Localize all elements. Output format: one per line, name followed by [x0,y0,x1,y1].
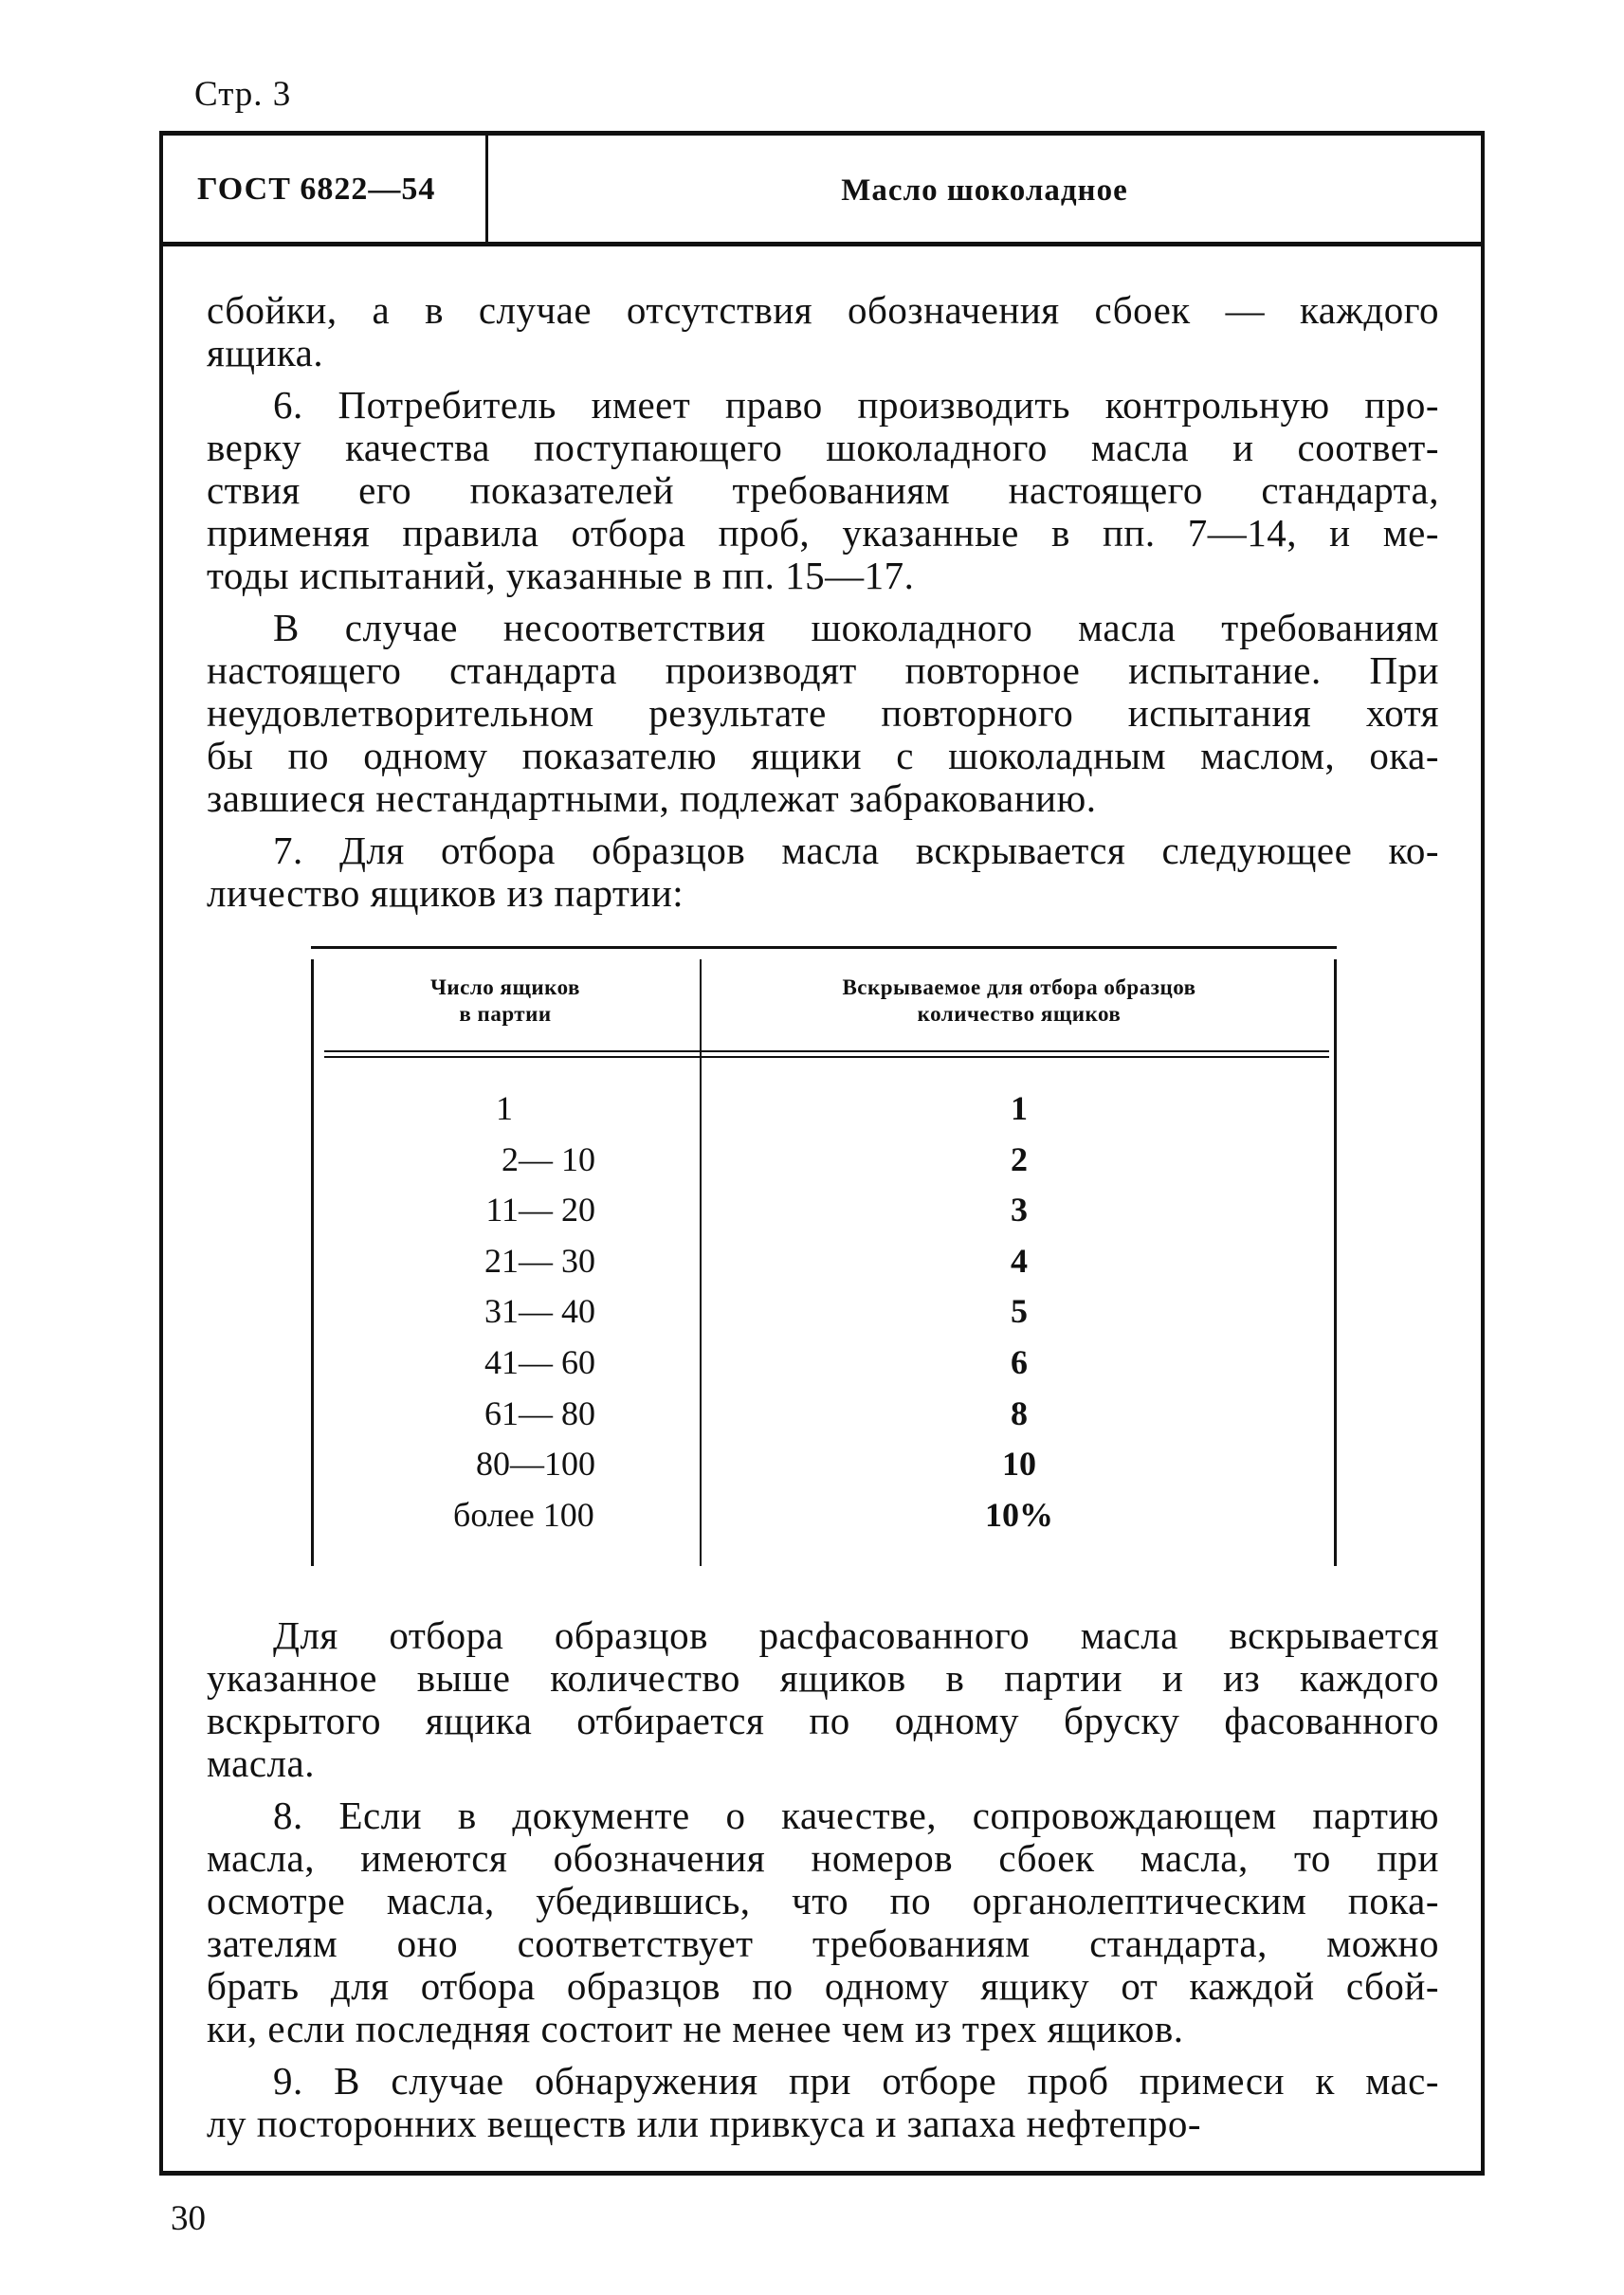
table-row [311,1291,1337,1342]
boxes-opened-cell: 4 [1011,1241,1028,1280]
table-top-rule [311,946,1337,949]
paragraph [207,1614,1439,1785]
text-line: брать для отбора образцов по одному ящику от каждой сбой- [207,1964,1439,2008]
paragraph [207,289,1439,374]
table-header-line: количество ящиков [917,1002,1122,1026]
body-text-top [207,289,1439,915]
table-header-boxes-in-lot [311,974,700,1028]
text-line: зателям оно соответствует требованиям стандарта, можно [207,1922,1439,1965]
text-line: Для отбора образцов расфасованного масла вскрывается [273,1613,1439,1657]
standard-number: ГОСТ 6822—54 [197,172,436,207]
boxes-in-lot-cell: 2— 10 [502,1139,595,1178]
boxes-in-lot-cell: 41— 60 [484,1342,595,1381]
boxes-in-lot-cell: 80—100 [476,1445,595,1484]
text-line: личество ящиков из партии: [207,871,684,915]
boxes-opened-cell: 3 [1011,1191,1028,1229]
table-header-boxes-opened [702,974,1337,1028]
text-line: неудовлетворительном результате повторного испытания хотя [207,691,1439,735]
boxes-in-lot-cell: 61— 80 [484,1393,595,1432]
table-header-line: Вскрываемое для отбора образцов [842,975,1196,999]
table-row [311,1342,1337,1393]
table-row [311,1444,1337,1495]
text-line: 7. Для отбора образцов масла вскрывается следующее ко- [273,829,1439,872]
boxes-opened-cell: 10% [985,1495,1053,1534]
text-line: указанное выше количество ящиков в партии и из каждого [207,1656,1439,1700]
table-header-rule [324,1056,1329,1058]
text-line: 6. Потребитель имеет право производить контрольную про- [273,383,1439,427]
text-line: верку качества поступающего шоколадного масла и соответ- [207,426,1439,469]
text-line: В случае несоответствия шоколадного масла требованиям [273,606,1439,649]
paragraph [207,1794,1439,2050]
text-line: бы по одному показателю ящики с шоколадным маслом, ока- [207,734,1439,777]
paragraph [207,607,1439,820]
table-header-rule [324,1050,1329,1052]
text-line: масла, имеются обозначения номеров сбоек масла, то при [207,1836,1439,1880]
table-body [311,1088,1337,1545]
text-line: ящика. [207,331,324,374]
text-line: тоды испытаний, указанные в пп. 15—17. [207,554,915,597]
table-header-line: в партии [459,1002,552,1026]
text-line: осмотре масла, убедившись, что по органолептическим пока- [207,1879,1439,1922]
text-line: завшиеся нестандартными, подлежат забракованию. [207,776,1097,820]
table-row [311,1088,1337,1139]
boxes-in-lot-cell: 1 [496,1089,513,1127]
header [163,136,1481,246]
boxes-opened-cell: 5 [1011,1292,1028,1331]
body-text-bottom [207,1614,1439,2145]
page-number: 30 [171,2199,206,2238]
document-title: Масло шоколадное [841,173,1128,208]
text-line: 9. В случае обнаружения при отборе проб примеси к мас- [273,2059,1439,2103]
text-line: масла. [207,1741,315,1785]
table-row [311,1495,1337,1546]
text-line: 8. Если в документе о качестве, сопровождающем партию [273,1794,1439,1837]
text-line: настоящего стандарта производят повторное испытание. При [207,648,1439,692]
page-label: Стр. 3 [194,75,292,114]
table-row [311,1139,1337,1191]
table-row [311,1241,1337,1292]
boxes-opened-cell: 1 [1011,1089,1028,1127]
table-header-line: Число ящиков [430,975,580,999]
boxes-in-lot-cell: 31— 40 [484,1292,595,1331]
boxes-opened-cell: 2 [1011,1139,1028,1178]
sampling-table [311,946,1337,1572]
boxes-in-lot-cell: более 100 [453,1495,594,1534]
text-line: ки, если последняя состоит не менее чем из трех ящиков. [207,2007,1184,2050]
text-line: сбойки, а в случае отсутствия обозначения сбоек — каждого [207,288,1439,332]
text-line: ствия его показателей требованиям настоящего стандарта, [207,468,1439,512]
paragraph [207,2060,1439,2145]
paragraph [207,829,1439,915]
text-line: вскрытого ящика отбирается по одному бруску фасованного [207,1699,1439,1742]
boxes-opened-cell: 6 [1011,1342,1028,1381]
boxes-in-lot-cell: 11— 20 [485,1191,595,1229]
text-line: лу посторонних веществ или привкуса и запаха нефтепро- [207,2102,1201,2145]
table-row [311,1393,1337,1445]
boxes-in-lot-cell: 21— 30 [484,1241,595,1280]
table-row [311,1190,1337,1241]
text-line: применяя правила отбора проб, указанные в пп. 7—14, и ме- [207,511,1439,555]
boxes-opened-cell: 10 [1002,1445,1036,1484]
paragraph [207,384,1439,597]
boxes-opened-cell: 8 [1011,1393,1028,1432]
